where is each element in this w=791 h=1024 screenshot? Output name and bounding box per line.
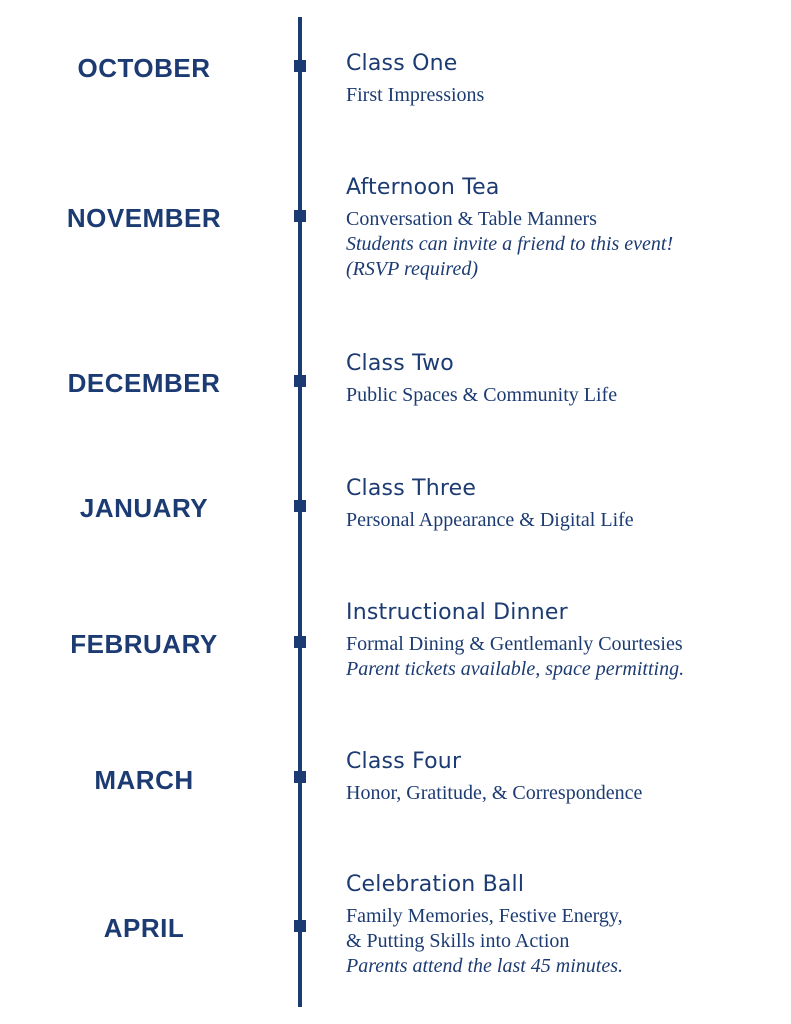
event-december [346,349,786,408]
timeline-marker [294,500,306,512]
month-label-january: JANUARY [79,493,209,523]
event-november [346,173,786,282]
month-label-december: DECEMBER [67,368,221,398]
month-label-february: FEBRUARY [70,629,218,659]
timeline-marker [294,771,306,783]
event-subtitle: & Putting Skills into Action [346,930,570,952]
month-label-april: APRIL [103,913,185,943]
month-label-march: MARCH [94,765,194,795]
timeline-marker [294,375,306,387]
event-subtitle: Honor, Gratitude, & Correspondence [346,782,643,804]
event-subtitle: Conversation & Table Manners [346,208,597,230]
event-subtitle: Personal Appearance & Digital Life [346,509,634,531]
event-title: Instructional Dinner [346,600,568,625]
timeline-marker [294,920,306,932]
event-note: Parents attend the last 45 minutes. [346,955,624,977]
timeline-marker [294,210,306,222]
event-january [346,474,786,533]
event-subtitle: Formal Dining & Gentlemanly Courtesies [346,633,683,655]
timeline-line [298,17,302,1007]
event-april [346,870,786,979]
timeline-marker [294,60,306,72]
event-title: Afternoon Tea [346,175,500,200]
month-label-october: OCTOBER [77,53,211,83]
event-title: Class One [346,51,458,76]
event-title: Class Four [346,749,462,774]
month-label-november: NOVEMBER [66,203,222,233]
event-note: Students can invite a friend to this event! [346,233,674,255]
event-october [346,49,786,108]
event-subtitle: Public Spaces & Community Life [346,384,618,406]
event-note: (RSVP required) [346,258,479,280]
event-subtitle: First Impressions [346,84,485,106]
event-subtitle: Family Memories, Festive Energy, [346,905,623,927]
event-title: Class Two [346,351,454,376]
event-title: Celebration Ball [346,872,525,897]
timeline-marker [294,636,306,648]
event-note: Parent tickets available, space permitting. [346,658,685,680]
event-february [346,598,786,682]
event-march [346,747,786,806]
event-title: Class Three [346,476,477,501]
